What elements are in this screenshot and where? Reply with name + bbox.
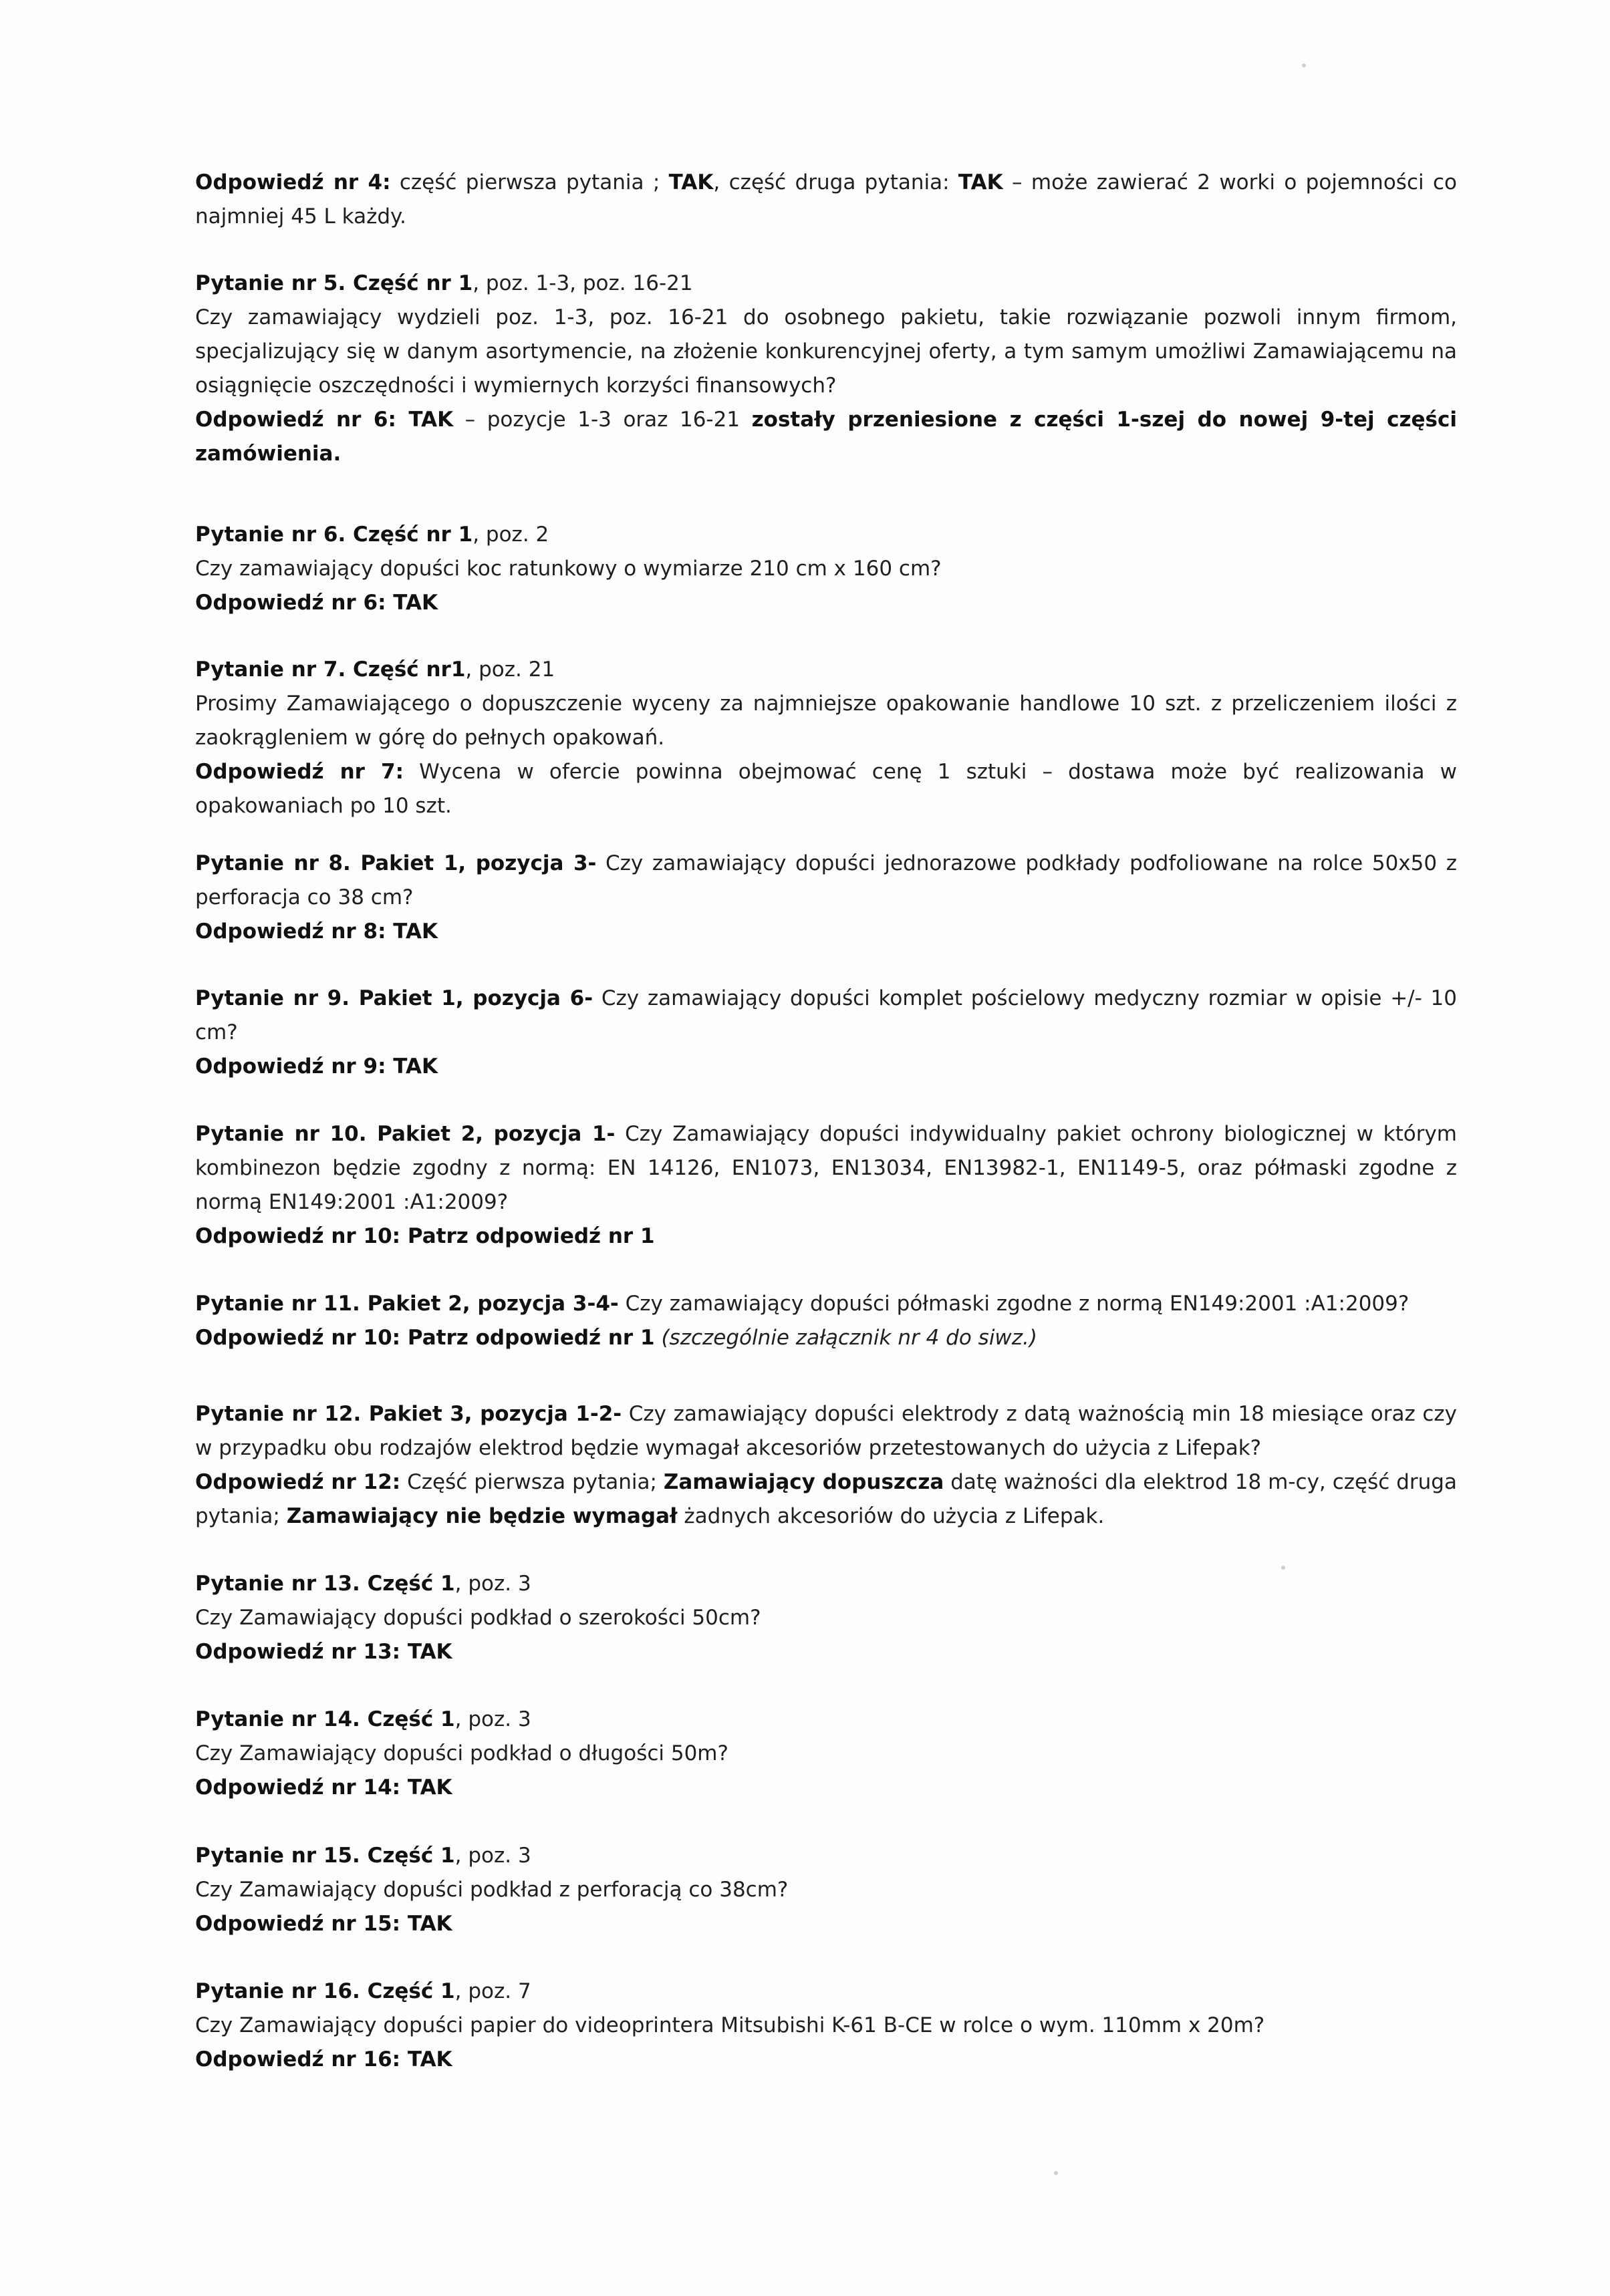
answer-9-text: Odpowiedź nr 9: TAK [195,1054,438,1079]
question-15-text: Czy Zamawiający dopuści podkład z perforacją co 38cm? [195,1878,789,1902]
scan-speck [1302,63,1306,67]
scan-speck [1054,2171,1058,2175]
question-8-text: Pytanie nr 8. Pakiet 1, pozycja 3- Czy zamawiający dopuści jednorazowe podkłady podfoliowane na rolce 50x50 z perforacja co 38 cm? [195,851,1457,909]
question-15-heading: Pytanie nr 15. Część 1, poz. 3 [195,1844,531,1868]
answer-8-text: Odpowiedź nr 8: TAK [195,919,438,944]
answer-10-repeat-text: Odpowiedź nr 10: Patrz odpowiedź nr 1 (szczególnie załącznik nr 4 do siwz.) [195,1326,1038,1350]
answer-16-text: Odpowiedź nr 16: TAK [195,2047,452,2071]
question-13-heading: Pytanie nr 13. Część 1, poz. 3 [195,1572,531,1596]
question-8-block [195,847,1457,949]
question-14-heading: Pytanie nr 14. Część 1, poz. 3 [195,1707,531,1731]
answer-6-text: Odpowiedź nr 6: TAK – pozycje 1-3 oraz 16-21 zostały przeniesione z części 1-szej do nowej 9-tej części zamówienia. [195,408,1457,466]
question-13-block [195,1567,1457,1669]
question-16-block [195,1975,1457,2077]
answer-15-text: Odpowiedź nr 15: TAK [195,1912,452,1936]
answer-7-text: Odpowiedź nr 7: Wycena w ofercie powinna obejmować cenę 1 sztuki – dostawa może być realizowania w opakowaniach po 10 szt. [195,760,1458,818]
scan-speck [1281,1566,1285,1570]
question-11-text: Pytanie nr 11. Pakiet 2, pozycja 3-4- Czy zamawiający dopuści półmaski zgodne z normą EN149:2001 :A1:2009? [195,1292,1410,1316]
question-7-heading: Pytanie nr 7. Część nr1, poz. 21 [195,658,555,682]
answer-4-text: Odpowiedź nr 4: część pierwsza pytania ; TAK, część druga pytania: TAK – może zawierać 2 worki o pojemności co najmniej 45 L każdy. [195,170,1457,229]
question-7-text: Prosimy Zamawiającego o dopuszczenie wyceny za najmniejsze opakowanie handlowe 10 szt. z przeliczeniem ilości z zaokrągleniem w górę do pełnych opakowań. [195,692,1457,750]
answer-10-text: Odpowiedź nr 10: Patrz odpowiedź nr 1 [195,1224,655,1248]
question-6-block [195,518,1457,620]
question-16-heading: Pytanie nr 16. Część 1, poz. 7 [195,1979,531,2003]
question-12-block [195,1397,1457,1534]
question-13-text: Czy Zamawiający dopuści podkład o szerokości 50cm? [195,1606,761,1630]
answer-4-block [195,166,1457,234]
answer-13-text: Odpowiedź nr 13: TAK [195,1640,452,1664]
question-15-block [195,1839,1457,1941]
question-9-text: Pytanie nr 9. Pakiet 1, pozycja 6- Czy zamawiający dopuści komplet pościelowy medyczny rozmiar w opisie +/- 10 cm? [195,986,1457,1044]
answer-14-text: Odpowiedź nr 14: TAK [195,1775,452,1800]
question-7-block [195,653,1457,823]
question-6-heading: Pytanie nr 6. Część nr 1, poz. 2 [195,523,549,547]
question-5-block [195,267,1457,471]
question-14-block [195,1703,1457,1805]
question-10-block [195,1117,1457,1254]
question-14-text: Czy Zamawiający dopuści podkład o długości 50m? [195,1741,728,1765]
question-16-text: Czy Zamawiający dopuści papier do videoprintera Mitsubishi K-61 B-CE w rolce o wym. 110mm x 20m? [195,2013,1265,2037]
question-9-block [195,982,1457,1084]
question-12-text: Pytanie nr 12. Pakiet 3, pozycja 1-2- Czy zamawiający dopuści elektrody z datą ważnością min 18 miesiące oraz czy w przypadku obu rodzajów elektrod będzie wymagał akcesoriów przetestowanych do użycia z Lifepak? [195,1402,1458,1460]
question-5-text: Czy zamawiający wydzieli poz. 1-3, poz. 16-21 do osobnego pakietu, takie rozwiązanie pozwoli innym firmom, specjalizujący się w danym asortymencie, na złożenie konkurencyjnej oferty, a tym samym umożliwi Zamawiającemu na osiągnięcie oszczędności i wymiernych korzyści finansowych? [195,305,1457,398]
question-6-text: Czy zamawiający dopuści koc ratunkowy o wymiarze 210 cm x 160 cm? [195,557,942,581]
question-10-text: Pytanie nr 10. Pakiet 2, pozycja 1- Czy Zamawiający dopuści indywidualny pakiet ochrony biologicznej w którym kombinezon będzie zgodny z normą: EN 14126, EN1073, EN13034, EN13982-1, EN1149-5, oraz półmaski zgodne z normą EN149:2001 :A1:2009? [195,1122,1457,1214]
question-5-heading: Pytanie nr 5. Część nr 1, poz. 1-3, poz. 16-21 [195,271,693,295]
answer-label: Odpowiedź nr 4: [195,170,391,194]
question-11-block [195,1287,1457,1355]
answer-12-text: Odpowiedź nr 12: Część pierwsza pytania; Zamawiający dopuszcza datę ważności dla elektrod 18 m-cy, część druga pytania; Zamawiający nie będzie wymagał żadnych akcesoriów do użycia z Lifepak. [195,1470,1457,1528]
answer-6-short: Odpowiedź nr 6: TAK [195,591,438,615]
